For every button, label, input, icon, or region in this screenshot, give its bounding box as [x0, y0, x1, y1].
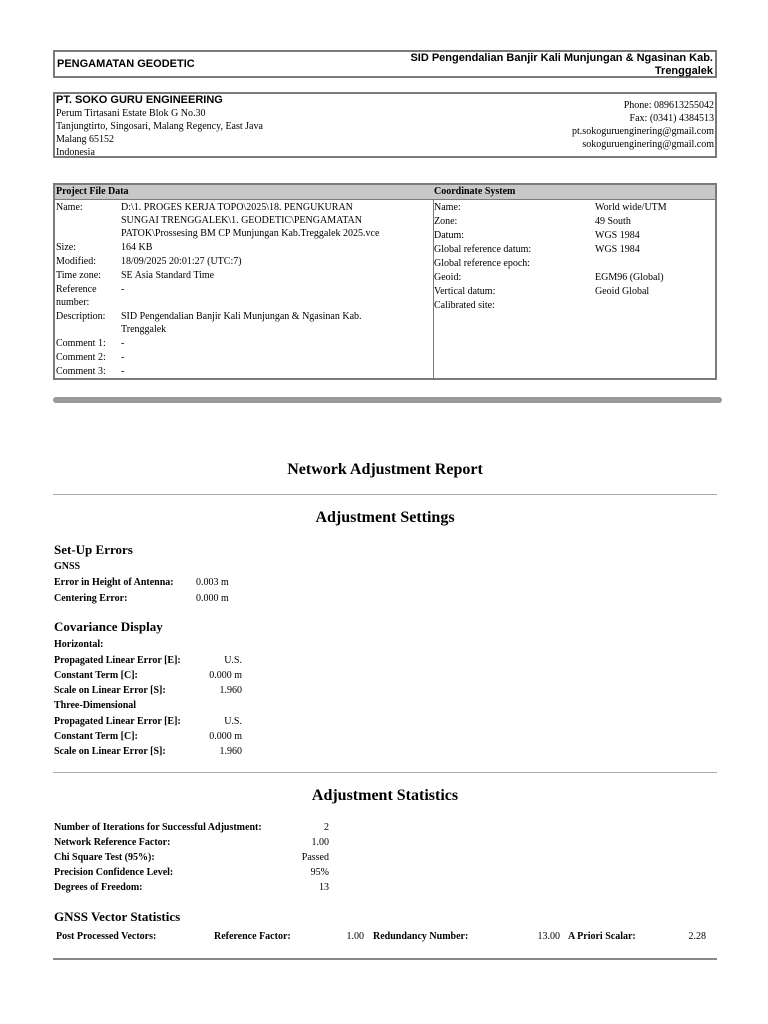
label: Scale on Linear Error [S]:: [54, 685, 166, 696]
header-right-title-line1: SID Pengendalian Banjir Kali Munjungan & Ngasinan Kab.: [410, 52, 713, 64]
label: Global reference datum:: [434, 244, 532, 255]
label: Datum:: [434, 230, 464, 241]
value: 0.003 m: [196, 577, 229, 588]
value: U.S.: [224, 716, 242, 727]
project-file-data-heading: Project File Data: [55, 185, 433, 200]
reference-number-row: [55, 283, 433, 309]
timezone-row: [55, 269, 433, 282]
label: Number of Iterations for Successful Adjustment:: [54, 822, 262, 833]
label-line: number:: [56, 297, 90, 308]
label: Reference Factor:: [214, 931, 291, 942]
label: Propagated Linear Error [E]:: [54, 716, 181, 727]
project-name-value: [121, 201, 379, 240]
company-contact: [572, 99, 714, 151]
value: 1.960: [219, 746, 242, 757]
size-row: [55, 241, 433, 254]
label: Name:: [56, 202, 83, 213]
setup-errors-heading: Set-Up Errors: [54, 542, 133, 557]
label: Degrees of Freedom:: [54, 882, 143, 893]
value: U.S.: [224, 655, 242, 666]
value: 49 South: [595, 216, 631, 227]
label: Precision Confidence Level:: [54, 867, 174, 878]
value: 0.000 m: [196, 593, 229, 604]
value: 2.28: [688, 931, 706, 942]
label: Zone:: [434, 216, 458, 227]
label: Vertical datum:: [434, 286, 496, 297]
horizontal-subheading: Horizontal:: [54, 639, 104, 650]
fax-text: Fax: (0341) 4384513: [629, 113, 714, 124]
header-left-title: PENGAMATAN GEODETIC: [57, 58, 195, 70]
label: Scale on Linear Error [S]:: [54, 746, 166, 757]
label: Description:: [56, 311, 106, 322]
gnss-vector-statistics-heading: GNSS Vector Statistics: [54, 909, 181, 924]
header-right-title: [353, 52, 713, 78]
comment2-row: [55, 351, 433, 364]
label: A Priori Scalar:: [568, 931, 636, 942]
value: -: [121, 338, 125, 349]
value: World wide/UTM: [595, 202, 667, 213]
comment3-row: [55, 365, 433, 378]
email-text: sokoguruenginering@gmail.com: [582, 139, 714, 150]
value: Passed: [301, 852, 329, 863]
value-line: SID Pengendalian Banjir Kali Munjungan & Ngasinan Kab.: [121, 311, 362, 322]
label: Network Reference Factor:: [54, 837, 171, 848]
email-text: pt.sokoguruenginering@gmail.com: [572, 126, 714, 137]
covariance-heading: Covariance Display: [54, 619, 163, 634]
value: 1.00: [346, 931, 364, 942]
label: [56, 283, 120, 309]
company-info-box: [53, 92, 717, 158]
label-line: Reference: [56, 284, 97, 295]
three-dimensional-subheading: Three-Dimensional: [54, 700, 137, 711]
adjustment-settings-title: Adjustment Settings: [315, 509, 455, 526]
address-line: Indonesia: [56, 147, 95, 158]
value: 13.00: [537, 931, 560, 942]
report-title: Network Adjustment Report: [287, 461, 483, 478]
phone-text: Phone: 089613255042: [623, 100, 714, 111]
value: -: [121, 366, 125, 377]
value: 0.000 m: [209, 670, 242, 681]
label: Constant Term [C]:: [54, 731, 138, 742]
value: [121, 310, 362, 336]
label: Modified:: [56, 256, 96, 267]
label: Error in Height of Antenna:: [54, 577, 174, 588]
report-header: [53, 50, 717, 78]
label: Post Processed Vectors:: [56, 931, 157, 942]
value: EGM96 (Global): [595, 272, 664, 283]
value: 2: [324, 822, 329, 833]
label: Chi Square Test (95%):: [54, 852, 155, 863]
value: 164 KB: [121, 242, 153, 253]
project-coordinate-table: [53, 183, 717, 380]
address-line: Malang 65152: [56, 134, 115, 145]
project-file-data: [55, 185, 434, 378]
label: Comment 2:: [56, 352, 106, 363]
value: -: [121, 352, 125, 363]
value: 95%: [310, 867, 329, 878]
section-divider-bar: [53, 397, 722, 403]
value: 18/09/2025 20:01:27 (UTC:7): [121, 256, 242, 267]
divider: [53, 958, 717, 960]
value-line: Trenggalek: [121, 324, 167, 335]
coordinate-system-heading: Coordinate System: [433, 185, 715, 200]
adjustment-statistics-title: Adjustment Statistics: [311, 787, 459, 804]
label: Size:: [56, 242, 76, 253]
header-right-title-line2: Trenggalek: [654, 65, 713, 77]
value-line: PATOK\Prossesing BM CP Munjungan Kab.Treggalek 2025.vce: [121, 228, 380, 239]
value: WGS 1984: [595, 244, 640, 255]
comment1-row: [55, 337, 433, 350]
value: Geoid Global: [595, 286, 650, 297]
label: Geoid:: [434, 272, 462, 283]
company-name: PT. SOKO GURU ENGINEERING: [56, 94, 223, 106]
label: Propagated Linear Error [E]:: [54, 655, 181, 666]
label: Name:: [434, 202, 461, 213]
value-line: D:\1. PROGES KERJA TOPO\2025\18. PENGUKURAN: [121, 202, 353, 213]
address-line: Perum Tirtasani Estate Blok G No.30: [56, 108, 206, 119]
label: Global reference epoch:: [434, 258, 531, 269]
label: Calibrated site:: [434, 300, 495, 311]
project-name-row: [55, 201, 433, 241]
value: 1.00: [311, 837, 329, 848]
divider: [53, 772, 717, 773]
value: 0.000 m: [209, 731, 242, 742]
gnss-subheading: GNSS: [54, 561, 81, 572]
modified-row: [55, 255, 433, 268]
value: WGS 1984: [595, 230, 640, 241]
value: 1.960: [219, 685, 242, 696]
label: Redundancy Number:: [373, 931, 469, 942]
description-row: [55, 310, 433, 336]
label: Centering Error:: [54, 593, 128, 604]
label: Comment 3:: [56, 366, 106, 377]
value: 13: [319, 882, 329, 893]
value: SE Asia Standard Time: [121, 270, 215, 281]
coordinate-system: [433, 185, 715, 378]
label: Comment 1:: [56, 338, 106, 349]
value-line: SUNGAI TRENGGALEK\1. GEODETIC\PENGAMATAN: [121, 215, 362, 226]
divider: [53, 494, 717, 495]
address-line: Tanjungtirto, Singosari, Malang Regency, East Java: [56, 121, 263, 132]
label: Time zone:: [56, 270, 101, 281]
label: Constant Term [C]:: [54, 670, 138, 681]
value: -: [121, 284, 125, 295]
company-address: [56, 94, 263, 159]
